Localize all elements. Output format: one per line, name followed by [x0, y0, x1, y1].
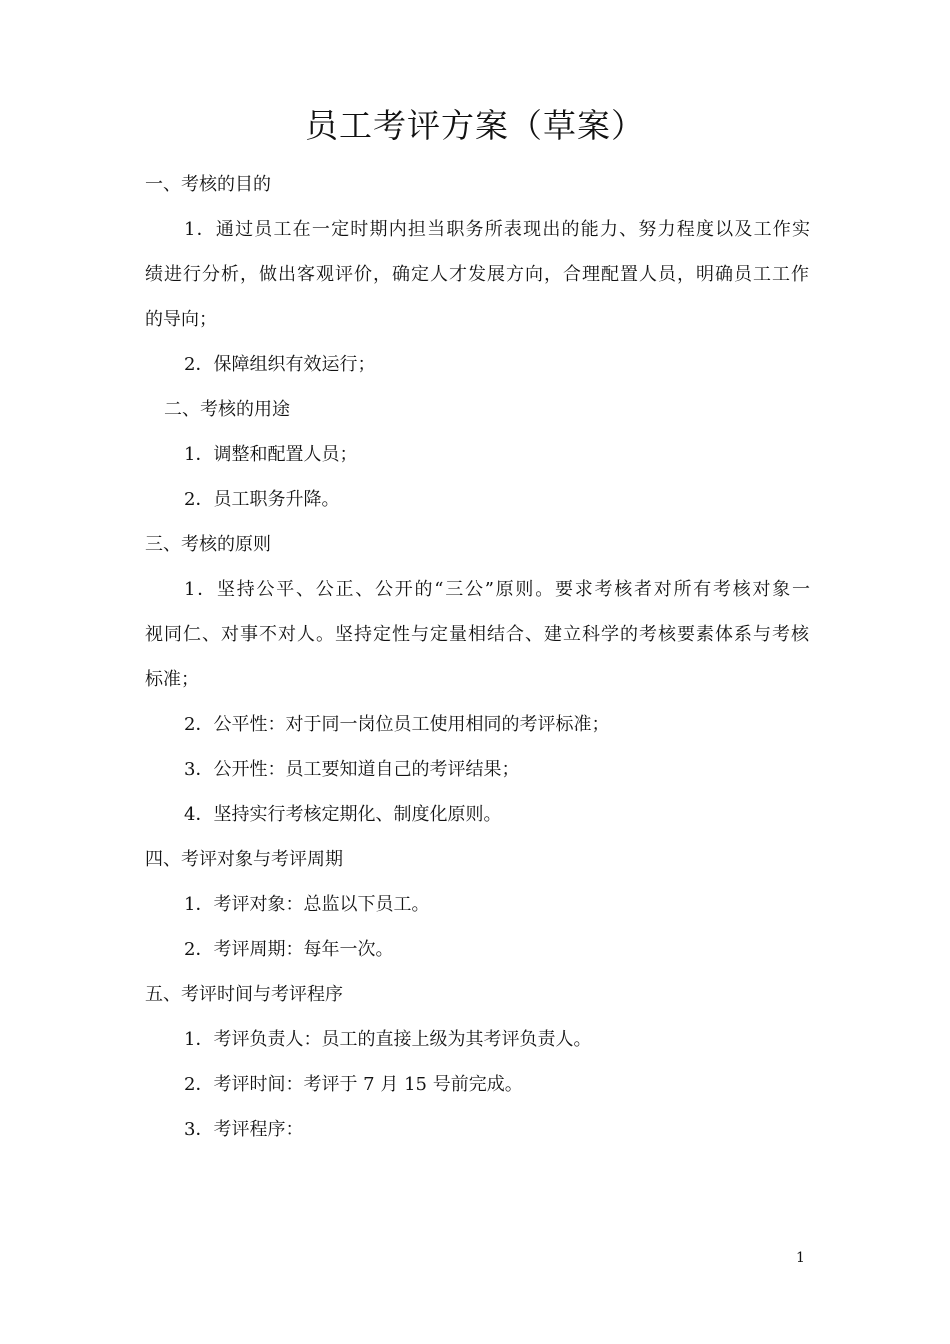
- section-heading-time-procedure: 五、考评时间与考评程序: [145, 984, 343, 1005]
- paragraph-line: 1．通过员工在一定时期内担当职务所表现出的能力、努力程度以及工作实: [184, 219, 810, 240]
- paragraph-line: 视同仁、对事不对人。坚持定性与定量相结合、建立科学的考核要素体系与考核: [145, 624, 809, 645]
- page-number: 1: [796, 1250, 805, 1266]
- list-item: 3．考评程序：: [184, 1119, 304, 1140]
- list-item: 2．员工职务升降。: [184, 489, 340, 510]
- list-item: 2．保障组织有效运行；: [184, 354, 376, 375]
- section-heading-usage: 二、考核的用途: [164, 399, 290, 420]
- list-item: 1．考评对象：总监以下员工。: [184, 894, 430, 915]
- list-item: 2．考评时间：考评于 7 月 15 号前完成。: [184, 1074, 523, 1095]
- section-heading-targets-cycle: 四、考评对象与考评周期: [145, 849, 343, 870]
- section-heading-principles: 三、考核的原则: [145, 534, 271, 555]
- list-item: 3．公开性：员工要知道自己的考评结果；: [184, 759, 520, 780]
- document-title: 员工考评方案（草案）: [305, 106, 645, 145]
- section-heading-purpose: 一、考核的目的: [145, 174, 271, 195]
- list-item: 1．考评负责人：员工的直接上级为其考评负责人。: [184, 1029, 592, 1050]
- paragraph-line: 标准；: [145, 669, 199, 690]
- paragraph-line: 的导向；: [145, 309, 217, 330]
- paragraph-line: 绩进行分析，做出客观评价，确定人才发展方向，合理配置人员，明确员工工作: [145, 264, 809, 285]
- list-item: 2．公平性：对于同一岗位员工使用相同的考评标准；: [184, 714, 610, 735]
- list-item: 2．考评周期：每年一次。: [184, 939, 394, 960]
- list-item: 1．调整和配置人员；: [184, 444, 358, 465]
- list-item: 4．坚持实行考核定期化、制度化原则。: [184, 804, 502, 825]
- paragraph-line: 1．坚持公平、公正、公开的“三公”原则。要求考核者对所有考核对象一: [184, 579, 810, 600]
